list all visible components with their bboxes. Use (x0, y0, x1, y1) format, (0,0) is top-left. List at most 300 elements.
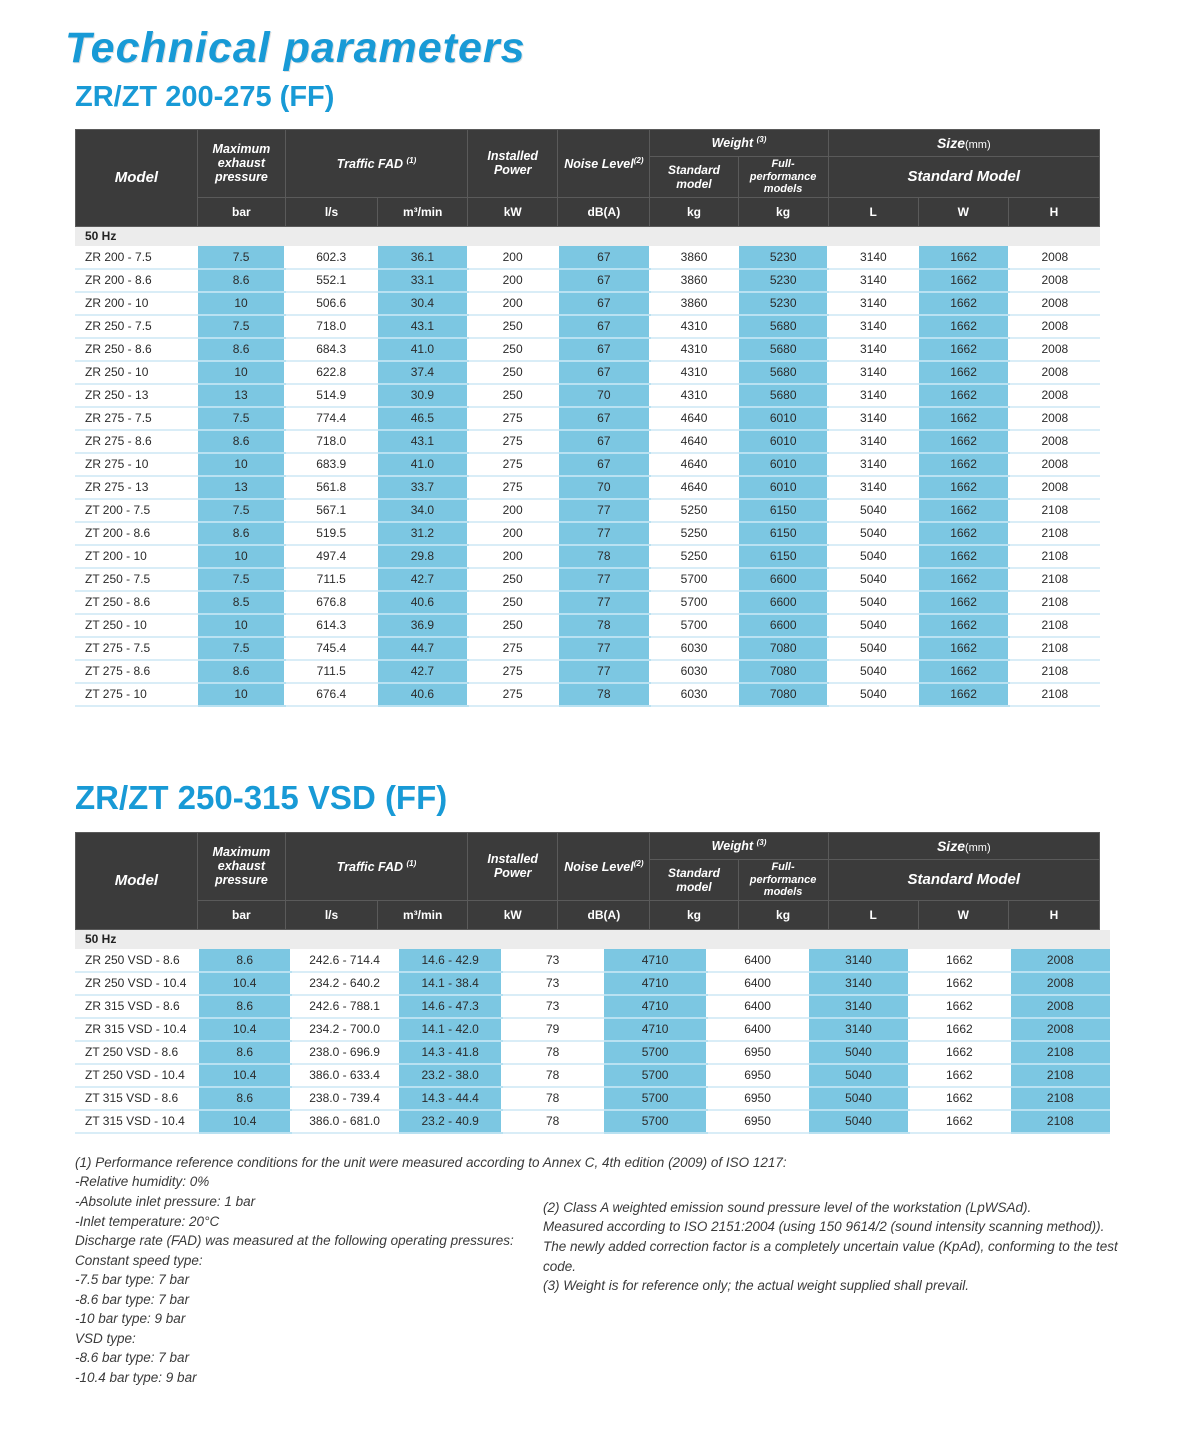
cell-dba: 67 (558, 269, 650, 292)
footnote-ref-3: (3) (756, 135, 767, 145)
cell-ls: 234.2 - 640.2 (291, 972, 398, 995)
cell-model: ZR 315 VSD - 10.4 (75, 1018, 198, 1041)
cell-model: ZT 250 VSD - 10.4 (75, 1064, 198, 1087)
table-row (75, 476, 1100, 499)
cell-bar: 8.6 (197, 338, 285, 361)
cell-noise: 78 (502, 1087, 602, 1110)
cell-wstd: 4640 (650, 453, 738, 476)
table2-data (75, 949, 1110, 1134)
cell-m3min: 30.4 (377, 292, 467, 315)
cell-m3min: 36.9 (377, 614, 467, 637)
size-label: Size (936, 837, 965, 854)
unit-m3min: m³/min (378, 197, 468, 226)
cell-bar: 10.4 (198, 972, 291, 995)
cell-m3min: 14.1 - 38.4 (398, 972, 503, 995)
cell-h: 2108 (1010, 1041, 1110, 1064)
header-weight (650, 832, 828, 859)
traffic-fad-label: Traffic FAD (336, 157, 404, 172)
section2-title: ZR/ZT 250-315 VSD (FF) (75, 778, 448, 816)
unit-kw: kW (468, 900, 558, 929)
cell-dba: 77 (558, 637, 650, 660)
table-row (75, 522, 1100, 545)
cell-h: 2108 (1009, 591, 1100, 614)
cell-wstd: 6030 (650, 637, 738, 660)
table-row (75, 430, 1100, 453)
cell-w: 1662 (909, 972, 1009, 995)
cell-w: 1662 (918, 269, 1008, 292)
page-title: Technical parameters (65, 24, 526, 72)
cell-bar: 8.6 (197, 522, 285, 545)
header-noise-level (558, 832, 650, 900)
cell-bar: 7.5 (197, 315, 285, 338)
footnote-line: Measured according to ISO 2151:2004 (using 150 9614/2 (sound intensity scanning method)). (543, 1219, 1105, 1235)
cell-noise: 78 (502, 1064, 602, 1087)
table-row (75, 949, 1110, 972)
cell-m3min: 14.3 - 41.8 (398, 1041, 503, 1064)
table-row (75, 361, 1100, 384)
cell-w: 1662 (918, 476, 1008, 499)
cell-h: 2008 (1009, 407, 1100, 430)
table2-header (75, 832, 1100, 930)
cell-wfull: 7080 (738, 637, 828, 660)
cell-wstd: 5700 (603, 1041, 708, 1064)
cell-w: 1662 (918, 499, 1008, 522)
cell-bar: 7.5 (197, 568, 285, 591)
cell-h: 2008 (1009, 384, 1100, 407)
cell-wfull: 5230 (738, 292, 828, 315)
cell-kw: 250 (468, 384, 558, 407)
cell-model: ZT 250 - 8.6 (75, 591, 197, 614)
frequency-band-2 (75, 930, 1110, 949)
cell-ls: 711.5 (285, 568, 377, 591)
section1-title: ZR/ZT 200-275 (FF) (75, 81, 335, 113)
cell-w: 1662 (918, 545, 1008, 568)
table2-body (75, 949, 1110, 1133)
cell-h: 2008 (1009, 338, 1100, 361)
cell-dba: 77 (558, 499, 650, 522)
header-size-standard: Standard Model (828, 859, 1099, 900)
unit-kw: kW (468, 197, 558, 226)
cell-bar: 10.4 (198, 1064, 291, 1087)
cell-noise: 73 (502, 949, 602, 972)
header-traffic-fad (285, 832, 467, 900)
table-row (75, 568, 1100, 591)
cell-model: ZR 275 - 7.5 (75, 407, 197, 430)
cell-model: ZT 315 VSD - 8.6 (75, 1087, 198, 1110)
table-row (75, 292, 1100, 315)
cell-kw: 200 (468, 545, 558, 568)
cell-h: 2008 (1009, 476, 1100, 499)
cell-m3min: 30.9 (377, 384, 467, 407)
cell-w: 1662 (918, 568, 1008, 591)
cell-bar: 13 (197, 476, 285, 499)
cell-m3min: 41.0 (377, 453, 467, 476)
cell-noise: 78 (502, 1110, 602, 1133)
cell-wstd: 4710 (603, 1018, 708, 1041)
cell-bar: 10 (197, 614, 285, 637)
cell-w: 1662 (918, 384, 1008, 407)
cell-dba: 67 (558, 292, 650, 315)
cell-model: ZT 250 - 7.5 (75, 568, 197, 591)
table1-body (75, 246, 1100, 706)
cell-l: 5040 (828, 591, 918, 614)
cell-kw: 200 (468, 499, 558, 522)
cell-kw: 275 (468, 453, 558, 476)
cell-wfull: 6010 (738, 476, 828, 499)
cell-m3min: 42.7 (377, 568, 467, 591)
cell-bar: 7.5 (197, 637, 285, 660)
cell-h: 2008 (1010, 995, 1110, 1018)
cell-dba: 67 (558, 361, 650, 384)
cell-l: 5040 (808, 1110, 909, 1133)
unit-h: H (1008, 900, 1099, 929)
cell-h: 2008 (1010, 1018, 1110, 1041)
cell-kw: 200 (468, 246, 558, 269)
cell-noise: 73 (502, 995, 602, 1018)
cell-model: ZT 250 - 10 (75, 614, 197, 637)
cell-model: ZT 275 - 7.5 (75, 637, 197, 660)
cell-wstd: 5250 (650, 499, 738, 522)
header-weight (650, 130, 828, 157)
cell-ls: 386.0 - 633.4 (291, 1064, 398, 1087)
cell-wfull: 7080 (738, 660, 828, 683)
cell-h: 2008 (1010, 949, 1110, 972)
cell-ls: 718.0 (285, 430, 377, 453)
cell-l: 5040 (828, 614, 918, 637)
cell-l: 3140 (828, 361, 918, 384)
footnote-line: -10 bar type: 9 bar (75, 1311, 186, 1327)
cell-ls: 234.2 - 700.0 (291, 1018, 398, 1041)
cell-bar: 10 (197, 453, 285, 476)
cell-l: 5040 (828, 522, 918, 545)
cell-dba: 77 (558, 591, 650, 614)
cell-w: 1662 (918, 683, 1008, 706)
cell-bar: 8.6 (198, 1041, 291, 1064)
cell-wstd: 4710 (603, 995, 708, 1018)
header-weight-full: Full-performance models (738, 157, 828, 198)
cell-model: ZR 250 - 10 (75, 361, 197, 384)
cell-m3min: 14.1 - 42.0 (398, 1018, 503, 1041)
cell-dba: 77 (558, 660, 650, 683)
cell-l: 5040 (828, 499, 918, 522)
cell-w: 1662 (918, 660, 1008, 683)
cell-model: ZR 200 - 10 (75, 292, 197, 315)
cell-model: ZR 250 VSD - 8.6 (75, 949, 198, 972)
cell-m3min: 43.1 (377, 430, 467, 453)
size-unit-label: (mm) (964, 139, 991, 151)
cell-noise: 73 (502, 972, 602, 995)
table-row (75, 499, 1100, 522)
cell-m3min: 40.6 (377, 683, 467, 706)
cell-wstd: 5250 (650, 522, 738, 545)
unit-l: L (828, 197, 918, 226)
cell-wstd: 5250 (650, 545, 738, 568)
cell-ls: 561.8 (285, 476, 377, 499)
cell-m3min: 14.6 - 47.3 (398, 995, 503, 1018)
cell-l: 3140 (828, 430, 918, 453)
cell-h: 2108 (1009, 568, 1100, 591)
cell-wfull: 6950 (707, 1087, 807, 1110)
cell-wfull: 6950 (707, 1064, 807, 1087)
cell-w: 1662 (909, 1087, 1009, 1110)
unit-ls: l/s (285, 900, 377, 929)
cell-l: 3140 (828, 292, 918, 315)
cell-l: 3140 (808, 972, 909, 995)
unit-m3min: m³/min (378, 900, 468, 929)
cell-dba: 78 (558, 545, 650, 568)
cell-m3min: 36.1 (377, 246, 467, 269)
footnote-line: -10.4 bar type: 9 bar (75, 1370, 197, 1386)
cell-ls: 386.0 - 681.0 (291, 1110, 398, 1133)
footnote-line: -7.5 bar type: 7 bar (75, 1272, 190, 1288)
table-row (75, 660, 1100, 683)
cell-ls: 622.8 (285, 361, 377, 384)
cell-dba: 67 (558, 407, 650, 430)
cell-dba: 67 (558, 430, 650, 453)
table-row (75, 637, 1100, 660)
frequency-label: 50 Hz (85, 932, 117, 947)
cell-l: 5040 (828, 637, 918, 660)
table1-data (75, 246, 1100, 707)
header-weight-standard: Standard model (650, 859, 738, 900)
unit-bar: bar (197, 197, 285, 226)
cell-ls: 684.3 (285, 338, 377, 361)
cell-m3min: 14.6 - 42.9 (398, 949, 503, 972)
cell-wstd: 3860 (650, 246, 738, 269)
cell-wstd: 4710 (603, 972, 708, 995)
unit-kg-full: kg (738, 900, 828, 929)
cell-model: ZT 275 - 10 (75, 683, 197, 706)
cell-l: 5040 (828, 660, 918, 683)
cell-wstd: 4310 (650, 361, 738, 384)
cell-ls: 676.4 (285, 683, 377, 706)
cell-w: 1662 (918, 315, 1008, 338)
cell-wstd: 5700 (603, 1064, 708, 1087)
unit-dba: dB(A) (558, 900, 650, 929)
cell-wstd: 4640 (650, 430, 738, 453)
cell-h: 2008 (1009, 292, 1100, 315)
footnote-ref-1: (1) (406, 858, 417, 868)
cell-m3min: 42.7 (377, 660, 467, 683)
table-row (75, 1064, 1110, 1087)
cell-ls: 711.5 (285, 660, 377, 683)
header-model: Model (76, 832, 198, 929)
cell-ls: 519.5 (285, 522, 377, 545)
cell-wfull: 6400 (707, 1018, 807, 1041)
cell-h: 2008 (1009, 453, 1100, 476)
cell-dba: 77 (558, 568, 650, 591)
cell-bar: 7.5 (197, 407, 285, 430)
header-weight-full: Full-performance models (738, 859, 828, 900)
weight-label: Weight (711, 136, 754, 151)
unit-dba: dB(A) (558, 197, 650, 226)
cell-wfull: 6150 (738, 522, 828, 545)
cell-wfull: 6600 (738, 614, 828, 637)
cell-m3min: 33.7 (377, 476, 467, 499)
cell-ls: 238.0 - 696.9 (291, 1041, 398, 1064)
cell-h: 2008 (1009, 315, 1100, 338)
cell-dba: 77 (558, 522, 650, 545)
cell-dba: 78 (558, 614, 650, 637)
footnote-line: (1) Performance reference conditions for the unit were measured according to Annex C, 4th edition (2009) of ISO 1217: (75, 1154, 787, 1170)
unit-w: W (918, 197, 1008, 226)
cell-h: 2108 (1009, 545, 1100, 568)
table-row (75, 1018, 1110, 1041)
table-row (75, 683, 1100, 706)
cell-l: 3140 (828, 453, 918, 476)
cell-dba: 67 (558, 453, 650, 476)
unit-h: H (1008, 197, 1099, 226)
cell-w: 1662 (918, 522, 1008, 545)
cell-wfull: 6400 (707, 949, 807, 972)
header-installed-power: Installed Power (468, 130, 558, 198)
cell-wfull: 6950 (707, 1041, 807, 1064)
cell-h: 2008 (1009, 269, 1100, 292)
cell-wfull: 6010 (738, 407, 828, 430)
cell-model: ZR 250 - 8.6 (75, 338, 197, 361)
cell-wstd: 6030 (650, 660, 738, 683)
cell-l: 3140 (828, 246, 918, 269)
weight-label: Weight (711, 839, 754, 854)
cell-w: 1662 (918, 614, 1008, 637)
header-noise-level (558, 130, 650, 198)
cell-l: 3140 (808, 1018, 909, 1041)
cell-wfull: 6600 (738, 568, 828, 591)
footnote-ref-2: (2) (633, 155, 644, 165)
cell-m3min: 23.2 - 38.0 (398, 1064, 503, 1087)
table-row (75, 338, 1100, 361)
table-row (75, 591, 1100, 614)
header-max-exhaust: Maximum exhaust pressure (197, 832, 285, 900)
cell-bar: 8.6 (197, 660, 285, 683)
header-weight-standard: Standard model (650, 157, 738, 198)
cell-wfull: 5230 (738, 246, 828, 269)
cell-w: 1662 (909, 1041, 1009, 1064)
cell-w: 1662 (918, 591, 1008, 614)
cell-wstd: 5700 (650, 614, 738, 637)
footnote-line: VSD type: (75, 1330, 136, 1346)
cell-w: 1662 (918, 292, 1008, 315)
cell-kw: 275 (468, 407, 558, 430)
frequency-label: 50 Hz (85, 229, 117, 244)
cell-dba: 78 (558, 683, 650, 706)
footnote-line: -Inlet temperature: 20°C (75, 1213, 220, 1229)
cell-w: 1662 (918, 246, 1008, 269)
cell-kw: 250 (468, 338, 558, 361)
cell-wstd: 4710 (603, 949, 708, 972)
cell-m3min: 40.6 (377, 591, 467, 614)
cell-h: 2108 (1009, 614, 1100, 637)
cell-m3min: 33.1 (377, 269, 467, 292)
cell-m3min: 29.8 (377, 545, 467, 568)
cell-model: ZR 250 VSD - 10.4 (75, 972, 198, 995)
cell-model: ZR 200 - 7.5 (75, 246, 197, 269)
cell-m3min: 14.3 - 44.4 (398, 1087, 503, 1110)
cell-ls: 514.9 (285, 384, 377, 407)
size-unit-label: (mm) (964, 841, 991, 854)
cell-l: 3140 (828, 384, 918, 407)
cell-wstd: 3860 (650, 269, 738, 292)
cell-wfull: 6010 (738, 453, 828, 476)
frequency-band-1 (75, 227, 1100, 246)
cell-h: 2108 (1010, 1064, 1110, 1087)
table-row (75, 453, 1100, 476)
cell-w: 1662 (918, 407, 1008, 430)
cell-wstd: 5700 (603, 1087, 708, 1110)
cell-ls: 497.4 (285, 545, 377, 568)
cell-h: 2108 (1009, 522, 1100, 545)
cell-bar: 8.6 (198, 1087, 291, 1110)
size-label: Size (936, 135, 965, 151)
cell-h: 2108 (1010, 1087, 1110, 1110)
cell-ls: 774.4 (285, 407, 377, 430)
cell-wfull: 6950 (707, 1110, 807, 1133)
cell-wstd: 4310 (650, 384, 738, 407)
cell-ls: 683.9 (285, 453, 377, 476)
cell-wfull: 7080 (738, 683, 828, 706)
cell-kw: 200 (468, 522, 558, 545)
cell-h: 2008 (1009, 430, 1100, 453)
cell-kw: 275 (468, 637, 558, 660)
cell-wstd: 4640 (650, 407, 738, 430)
cell-bar: 8.6 (198, 995, 291, 1018)
cell-kw: 250 (468, 614, 558, 637)
cell-wstd: 3860 (650, 292, 738, 315)
cell-wstd: 4640 (650, 476, 738, 499)
header-installed-power: Installed Power (468, 832, 558, 900)
cell-wstd: 6030 (650, 683, 738, 706)
cell-h: 2008 (1009, 246, 1100, 269)
cell-bar: 7.5 (197, 499, 285, 522)
header-max-exhaust: Maximum exhaust pressure (197, 130, 285, 198)
table-row (75, 315, 1100, 338)
cell-ls: 602.3 (285, 246, 377, 269)
cell-ls: 718.0 (285, 315, 377, 338)
cell-ls: 567.1 (285, 499, 377, 522)
cell-dba: 70 (558, 384, 650, 407)
footnote-line: (2) Class A weighted emission sound pressure level of the workstation (LpWSAd). (543, 1199, 1032, 1215)
cell-l: 3140 (808, 949, 909, 972)
footnote-line: -Absolute inlet pressure: 1 bar (75, 1193, 256, 1209)
cell-kw: 250 (468, 361, 558, 384)
cell-kw: 275 (468, 430, 558, 453)
cell-w: 1662 (909, 995, 1009, 1018)
cell-model: ZR 275 - 8.6 (75, 430, 197, 453)
table1-header (75, 129, 1100, 227)
cell-model: ZT 275 - 8.6 (75, 660, 197, 683)
footnote-ref-2: (2) (633, 858, 644, 868)
cell-dba: 70 (558, 476, 650, 499)
footnote-line: (3) Weight is for reference only; the actual weight supplied shall prevail. (543, 1278, 969, 1294)
cell-dba: 67 (558, 315, 650, 338)
cell-bar: 10 (197, 545, 285, 568)
cell-kw: 200 (468, 292, 558, 315)
cell-w: 1662 (918, 637, 1008, 660)
cell-dba: 67 (558, 246, 650, 269)
footnote-column-right (543, 1198, 1144, 1296)
cell-bar: 10 (197, 292, 285, 315)
cell-wfull: 6400 (707, 995, 807, 1018)
cell-bar: 8.6 (198, 949, 291, 972)
footnote-line: The newly added correction factor is a completely uncertain value (KpAd), conforming to the test code. (543, 1238, 1118, 1274)
cell-bar: 10 (197, 683, 285, 706)
unit-l: L (828, 900, 918, 929)
table-row (75, 995, 1110, 1018)
cell-ls: 242.6 - 714.4 (291, 949, 398, 972)
cell-noise: 79 (502, 1018, 602, 1041)
cell-model: ZT 250 VSD - 8.6 (75, 1041, 198, 1064)
cell-ls: 676.8 (285, 591, 377, 614)
